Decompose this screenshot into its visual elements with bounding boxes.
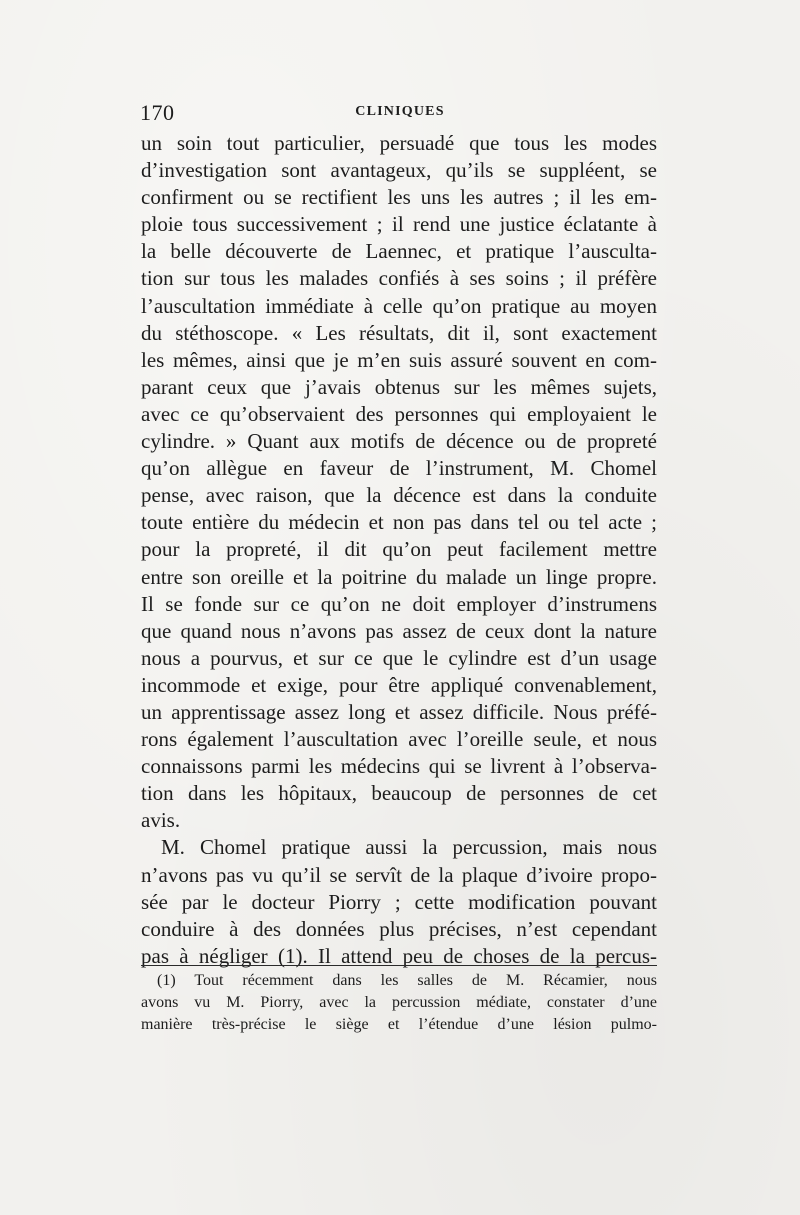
body-line: tion dans les hôpitaux, beaucoup de personnes de cet xyxy=(141,781,657,806)
body-line: un soin tout particulier, persuadé que tous les modes xyxy=(141,131,657,155)
body-line: n’avons pas vu qu’il se servît de la plaque d’ivoire propo- xyxy=(141,862,657,887)
body-line: qu’on allègue en faveur de l’instrument, M. Chomel xyxy=(141,456,657,481)
body-line: Il se fonde sur ce qu’on ne doit employer d’instrumens xyxy=(141,591,657,616)
body-line: cylindre. » Quant aux motifs de décence ou de propreté xyxy=(141,429,657,454)
body-line: l’auscultation immédiate à celle qu’on pratique au moyen xyxy=(141,293,657,318)
footnote-line: (1) Tout récemment dans les salles de M. Récamier, nous xyxy=(157,972,657,989)
body-line: M. Chomel pratique aussi la percussion, mais nous xyxy=(161,835,657,860)
footnote-line: avons vu M. Piorry, avec la percussion médiate, constater d’une xyxy=(141,994,657,1011)
body-line: d’investigation sont avantageux, qu’ils se suppléent, se xyxy=(141,158,657,183)
body-line: pour la propreté, il dit qu’on peut facilement mettre xyxy=(141,537,657,562)
body-line: nous a pourvus, et sur ce que le cylindre est d’un usage xyxy=(141,645,657,670)
body-line: ploie tous successivement ; il rend une justice éclatante à xyxy=(141,212,657,237)
footnote-divider xyxy=(141,965,657,966)
running-head: CLINIQUES xyxy=(355,104,445,119)
body-text xyxy=(141,130,657,970)
body-line: que quand nous n’avons pas assez de ceux dont la nature xyxy=(141,618,657,643)
body-line: connaissons parmi les médecins qui se livrent à l’observa- xyxy=(141,754,657,779)
body-line: incommode et exige, pour être appliqué convenablement, xyxy=(141,672,657,697)
body-line: du stéthoscope. « Les résultats, dit il, sont exactement xyxy=(141,320,657,345)
body-line: conduire à des données plus précises, n’est cependant xyxy=(141,916,657,941)
body-line: confirment ou se rectifient les uns les autres ; il les em- xyxy=(141,185,657,210)
body-line: un apprentissage assez long et assez difficile. Nous préfé- xyxy=(141,699,657,724)
body-line: pense, avec raison, que la décence est dans la conduite xyxy=(141,483,657,508)
body-line: sée par le docteur Piorry ; cette modification pouvant xyxy=(141,889,657,914)
body-line: parant ceux que j’avais obtenus sur les mêmes sujets, xyxy=(141,374,657,399)
footnote-line: manière très-précise le siège et l’étendue d’une lésion pulmo- xyxy=(141,1016,657,1033)
body-line: avis. xyxy=(141,808,181,833)
body-line: entre son oreille et la poitrine du malade un linge propre. xyxy=(141,564,657,589)
footnote xyxy=(141,970,657,1036)
body-line: pas à négliger (1). Il attend peu de choses de la percus- xyxy=(141,943,657,968)
page-header xyxy=(140,100,660,128)
page-number: 170 xyxy=(140,100,175,125)
body-line: tion sur tous les malades confiés à ses soins ; il préfère xyxy=(141,266,657,291)
body-line: rons également l’auscultation avec l’oreille seule, et nous xyxy=(141,727,657,752)
body-line: la belle découverte de Laennec, et pratique l’ausculta- xyxy=(141,239,657,264)
body-line: avec ce qu’observaient des personnes qui employaient le xyxy=(141,401,657,426)
body-line: toute entière du médecin et non pas dans tel ou tel acte ; xyxy=(141,510,657,535)
body-line: les mêmes, ainsi que je m’en suis assuré souvent en com- xyxy=(141,347,657,372)
